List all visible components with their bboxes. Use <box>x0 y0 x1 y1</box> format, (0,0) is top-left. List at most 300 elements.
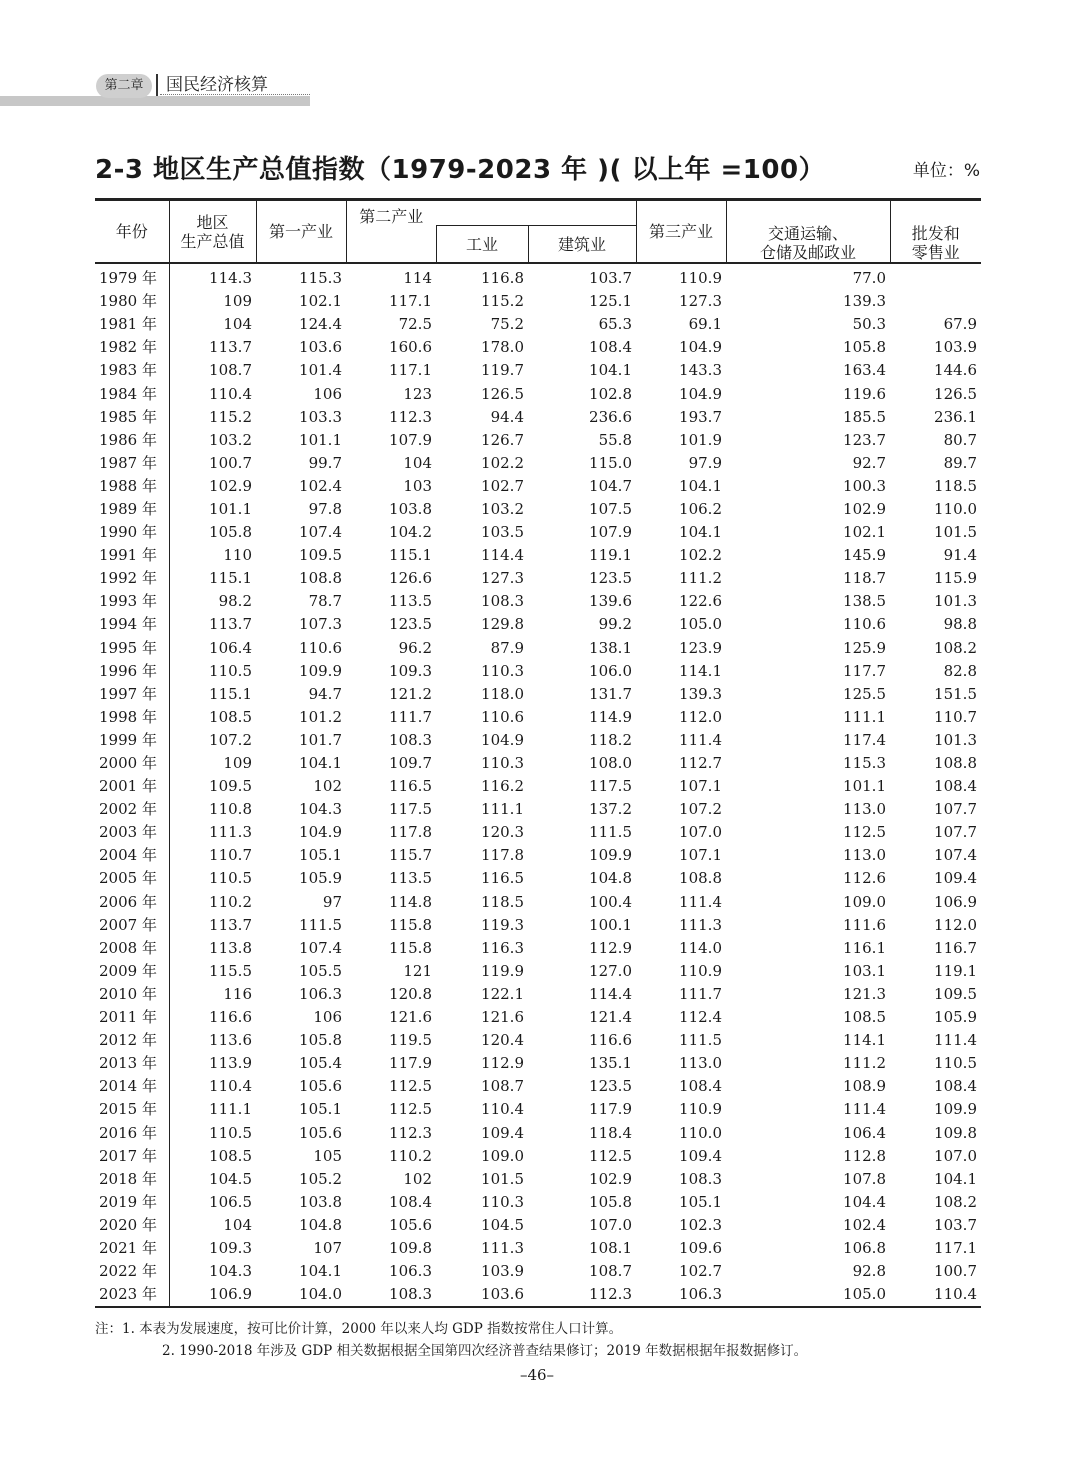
cell-value: 104.7 <box>589 476 632 495</box>
cell-value: 94.4 <box>490 407 524 426</box>
cell-value: 110.4 <box>169 1075 256 1098</box>
col-gdp-line1: 地区 <box>196 212 229 232</box>
cell-value: 113.5 <box>389 869 432 888</box>
cell-value: 112.9 <box>589 938 632 957</box>
cell-value: 115.1 <box>169 683 256 706</box>
cell-value: 104.3 <box>299 800 342 819</box>
cell-value: 112.3 <box>389 407 432 426</box>
cell-value: 106 <box>313 384 342 403</box>
cell-value: 91.4 <box>943 546 977 565</box>
cell-value: 109.5 <box>169 775 256 798</box>
cell-value: 110.8 <box>169 798 256 821</box>
cell-year: 1988 年 <box>99 476 157 495</box>
cell-value: 109.4 <box>679 1146 722 1165</box>
cell-year: 2001 年 <box>99 777 157 796</box>
cell-value: 112.6 <box>843 869 886 888</box>
cell-value: 116.2 <box>481 777 524 796</box>
footnote-2: 2. 1990-2018 年涉及 GDP 相关数据根据全国第四次经济普查结果修订；2019 年数据根据年报数据修订。 <box>162 1343 808 1359</box>
cell-value: 114.0 <box>679 938 722 957</box>
cell-value: 109.9 <box>299 661 342 680</box>
cell-value: 106.0 <box>589 661 632 680</box>
table-row <box>95 1283 981 1307</box>
col-transport-line1: 交通运输、 <box>767 224 848 243</box>
cell-value: 114.9 <box>589 707 632 726</box>
cell-value: 115.3 <box>299 269 342 288</box>
cell-value: 115.3 <box>843 754 886 773</box>
cell-value: 126.7 <box>481 430 524 449</box>
cell-value: 113.7 <box>169 914 256 937</box>
cell-value: 119.3 <box>481 915 524 934</box>
table-row <box>95 1168 981 1191</box>
cell-value: 78.7 <box>308 592 342 611</box>
cell-value: 87.9 <box>490 638 524 657</box>
col-gdp <box>169 200 256 264</box>
cell-value: 112.3 <box>528 1283 636 1307</box>
cell-value: 112.5 <box>389 1100 432 1119</box>
cell-value: 114 <box>403 269 432 288</box>
cell-year: 1981 年 <box>99 315 157 334</box>
cell-value: 119.7 <box>481 361 524 380</box>
cell-value: 131.7 <box>589 684 632 703</box>
cell-value: 138.5 <box>843 592 886 611</box>
cell-value: 109.5 <box>934 984 977 1003</box>
table-row <box>95 613 981 636</box>
col-construction: 建筑业 <box>528 226 636 264</box>
table-row <box>95 798 981 821</box>
cell-value: 123 <box>403 384 432 403</box>
cell-value: 125.5 <box>843 684 886 703</box>
cell-value: 97 <box>322 892 342 911</box>
cell-value: 102.4 <box>843 1215 886 1234</box>
table-row <box>95 475 981 498</box>
cell-value: 101.3 <box>934 730 977 749</box>
cell-value: 101.4 <box>299 361 342 380</box>
cell-year: 2008 年 <box>99 938 157 957</box>
cell-value: 112.0 <box>934 915 977 934</box>
col-transport <box>726 200 890 264</box>
cell-value: 117.1 <box>389 361 432 380</box>
cell-value: 112.3 <box>389 1123 432 1142</box>
cell-value: 104.0 <box>256 1283 346 1307</box>
cell-value: 103.9 <box>481 1262 524 1281</box>
cell-value: 65.3 <box>598 315 632 334</box>
cell-value: 107.0 <box>679 823 722 842</box>
cell-value: 137.2 <box>589 800 632 819</box>
cell-value: 105.2 <box>299 1169 342 1188</box>
cell-value: 110.5 <box>169 660 256 683</box>
cell-value: 127.3 <box>481 569 524 588</box>
cell-value: 108.3 <box>679 1169 722 1188</box>
cell-year: 2021 年 <box>99 1238 157 1257</box>
col-gdp-line2: 生产总值 <box>180 231 245 251</box>
cell-value: 107.0 <box>589 1215 632 1234</box>
cell-value: 109.6 <box>679 1238 722 1257</box>
cell-value: 111.3 <box>169 821 256 844</box>
cell-value: 121 <box>403 961 432 980</box>
cell-value: 111.5 <box>589 823 632 842</box>
cell-value: 193.7 <box>679 407 722 426</box>
cell-value: 109.3 <box>169 1237 256 1260</box>
cell-value: 89.7 <box>943 453 977 472</box>
cell-value: 107.4 <box>934 846 977 865</box>
cell-value: 106.4 <box>169 637 256 660</box>
cell-value: 112.7 <box>679 754 722 773</box>
table-row <box>95 637 981 660</box>
cell-value: 109.8 <box>934 1123 977 1142</box>
cell-value: 104 <box>169 313 256 336</box>
cell-year: 1983 年 <box>99 361 157 380</box>
chapter-title: 国民经济核算 <box>166 75 268 95</box>
col-year: 年份 <box>115 222 148 241</box>
cell-value: 139.3 <box>679 684 722 703</box>
cell-value: 109.0 <box>481 1146 524 1165</box>
cell-year: 2023 年 <box>95 1283 169 1307</box>
table-row <box>95 567 981 590</box>
cell-value: 106 <box>313 1008 342 1027</box>
cell-value: 97.9 <box>688 453 722 472</box>
cell-value: 117.1 <box>389 292 432 311</box>
cell-value: 105.6 <box>299 1123 342 1142</box>
cell-value: 96.2 <box>398 638 432 657</box>
cell-value: 102 <box>313 777 342 796</box>
cell-value: 127.0 <box>589 961 632 980</box>
cell-value: 119.1 <box>589 546 632 565</box>
cell-value: 112.8 <box>843 1146 886 1165</box>
cell-value: 109 <box>169 290 256 313</box>
cell-value: 115.2 <box>481 292 524 311</box>
table-row <box>95 544 981 567</box>
cell-value: 112.5 <box>389 1077 432 1096</box>
cell-year: 2000 年 <box>99 754 157 773</box>
cell-value: 108.5 <box>169 1145 256 1168</box>
cell-value: 109.0 <box>843 892 886 911</box>
cell-value: 104.1 <box>679 476 722 495</box>
table-row <box>95 1237 981 1260</box>
table-title: 2-3 地区生产总值指数（1979-2023 年 )( 以上年 =100） <box>95 155 826 185</box>
cell-value: 104.8 <box>299 1215 342 1234</box>
cell-value: 119.5 <box>389 1031 432 1050</box>
cell-value: 108.4 <box>934 1077 977 1096</box>
cell-value: 138.1 <box>589 638 632 657</box>
cell-value: 103.6 <box>436 1283 528 1307</box>
cell-value: 114.4 <box>589 984 632 1003</box>
cell-value: 92.8 <box>852 1262 886 1281</box>
cell-value: 114.8 <box>389 892 432 911</box>
cell-value: 109.4 <box>934 869 977 888</box>
cell-value: 104.1 <box>934 1169 977 1188</box>
col-secondary: 第二产业 <box>346 200 436 226</box>
cell-value: 109.7 <box>389 754 432 773</box>
cell-value: 112.5 <box>589 1146 632 1165</box>
cell-value: 123.5 <box>389 615 432 634</box>
cell-value: 116.1 <box>843 938 886 957</box>
table-row <box>95 1260 981 1283</box>
cell-value: 105.8 <box>299 1031 342 1050</box>
col-primary: 第一产业 <box>256 200 346 264</box>
cell-value: 123.5 <box>589 569 632 588</box>
cell-value: 111.5 <box>679 1031 722 1050</box>
cell-value: 110.6 <box>299 638 342 657</box>
cell-value: 107.7 <box>934 800 977 819</box>
cell-value: 77.0 <box>852 269 886 288</box>
cell-value: 105.8 <box>843 338 886 357</box>
cell-year: 2005 年 <box>99 869 157 888</box>
cell-value: 108.8 <box>299 569 342 588</box>
cell-value: 111.7 <box>389 707 432 726</box>
table-row <box>95 290 981 313</box>
cell-value: 121.6 <box>389 1008 432 1027</box>
cell-value: 178.0 <box>481 338 524 357</box>
cell-value: 104 <box>169 1214 256 1237</box>
cell-value: 101.5 <box>481 1169 524 1188</box>
cell-value: 105.9 <box>934 1008 977 1027</box>
cell-year: 2015 年 <box>99 1100 157 1119</box>
cell-year: 2002 年 <box>99 800 157 819</box>
cell-year: 2014 年 <box>99 1077 157 1096</box>
table-row <box>95 336 981 359</box>
cell-value: 108.4 <box>934 777 977 796</box>
cell-value: 107.7 <box>934 823 977 842</box>
cell-value: 117.9 <box>589 1100 632 1119</box>
cell-value: 112.5 <box>843 823 886 842</box>
cell-year: 2013 年 <box>99 1054 157 1073</box>
cell-value: 115.1 <box>389 546 432 565</box>
cell-value: 118.5 <box>481 892 524 911</box>
footnote-1: 注：1. 本表为发展速度，按可比价计算，2000 年以来人均 GDP 指数按常住人口计算。 <box>95 1321 623 1337</box>
cell-value: 127.3 <box>679 292 722 311</box>
cell-value: 107.1 <box>679 846 722 865</box>
cell-value: 97.8 <box>308 499 342 518</box>
chapter-header <box>0 72 310 104</box>
cell-value: 110.2 <box>169 891 256 914</box>
cell-value: 102.2 <box>679 546 722 565</box>
cell-value: 118.2 <box>589 730 632 749</box>
cell-value: 103.7 <box>934 1215 977 1234</box>
cell-value: 104 <box>403 453 432 472</box>
cell-value: 125.9 <box>843 638 886 657</box>
cell-value: 108.7 <box>589 1262 632 1281</box>
cell-value: 117.8 <box>389 823 432 842</box>
cell-value: 113.0 <box>843 846 886 865</box>
cell-value: 111.3 <box>481 1238 524 1257</box>
cell-year: 2020 年 <box>99 1215 157 1234</box>
cell-year: 1991 年 <box>99 546 157 565</box>
cell-value: 124.4 <box>299 315 342 334</box>
cell-value: 107.4 <box>299 523 342 542</box>
cell-value: 109.5 <box>299 546 342 565</box>
cell-value: 107.5 <box>589 499 632 518</box>
cell-year: 1997 年 <box>99 684 157 703</box>
cell-year: 1984 年 <box>99 384 157 403</box>
cell-value: 106.3 <box>389 1262 432 1281</box>
cell-value: 111.1 <box>169 1098 256 1121</box>
cell-value: 117.4 <box>843 730 886 749</box>
cell-year: 2022 年 <box>99 1262 157 1281</box>
cell-value: 108.2 <box>934 1192 977 1211</box>
cell-value: 107.3 <box>299 615 342 634</box>
cell-value: 101.7 <box>299 730 342 749</box>
cell-value: 104.4 <box>843 1192 886 1211</box>
col-secondary-blank <box>346 226 436 264</box>
cell-value: 103.8 <box>299 1192 342 1211</box>
cell-value: 236.6 <box>589 407 632 426</box>
cell-value: 120.8 <box>389 984 432 1003</box>
cell-value: 107 <box>313 1238 342 1257</box>
table-row <box>95 844 981 867</box>
cell-value: 123.5 <box>589 1077 632 1096</box>
cell-value: 98.2 <box>169 590 256 613</box>
cell-value: 110.3 <box>481 754 524 773</box>
cell-year: 2010 年 <box>99 984 157 1003</box>
cell-value: 109.8 <box>389 1238 432 1257</box>
cell-year: 2003 年 <box>99 823 157 842</box>
cell-value: 111.4 <box>934 1031 977 1050</box>
cell-value <box>890 263 981 290</box>
cell-value: 75.2 <box>490 315 524 334</box>
cell-value: 104.9 <box>481 730 524 749</box>
cell-value <box>890 290 981 313</box>
cell-value: 125.1 <box>589 292 632 311</box>
cell-value: 110.5 <box>934 1054 977 1073</box>
table-row <box>95 891 981 914</box>
table-row <box>95 1006 981 1029</box>
cell-value: 102.9 <box>169 475 256 498</box>
cell-value: 115.7 <box>389 846 432 865</box>
cell-value: 110 <box>169 544 256 567</box>
cell-value: 123.7 <box>843 430 886 449</box>
col-industry: 工业 <box>436 226 528 264</box>
cell-value: 105.8 <box>589 1192 632 1211</box>
cell-value: 112.9 <box>481 1054 524 1073</box>
cell-year: 2012 年 <box>99 1031 157 1050</box>
cell-value: 110.7 <box>934 707 977 726</box>
page-number: –46– <box>519 1366 555 1384</box>
cell-value: 104.5 <box>169 1168 256 1191</box>
cell-value: 185.5 <box>843 407 886 426</box>
cell-year: 1996 年 <box>99 661 157 680</box>
cell-value: 99.7 <box>308 453 342 472</box>
cell-value: 106.3 <box>299 984 342 1003</box>
cell-value: 116.5 <box>481 869 524 888</box>
cell-value: 109.9 <box>589 846 632 865</box>
cell-value: 114.1 <box>679 661 722 680</box>
cell-value: 104.3 <box>169 1260 256 1283</box>
cell-value: 117.5 <box>589 777 632 796</box>
table-row <box>95 914 981 937</box>
chapter-separator <box>156 74 158 96</box>
cell-value: 103 <box>403 476 432 495</box>
cell-value: 115.8 <box>389 938 432 957</box>
cell-value: 104.9 <box>679 384 722 403</box>
cell-value: 110.9 <box>679 1100 722 1119</box>
cell-year: 1998 年 <box>99 707 157 726</box>
table-row <box>95 867 981 890</box>
cell-year: 2017 年 <box>99 1146 157 1165</box>
cell-value: 106.3 <box>636 1283 726 1307</box>
cell-value: 105.6 <box>299 1077 342 1096</box>
cell-value: 112.0 <box>679 707 722 726</box>
cell-value: 129.8 <box>481 615 524 634</box>
col-secondary-span <box>436 200 636 226</box>
cell-value: 105.4 <box>299 1054 342 1073</box>
cell-value: 114.1 <box>843 1031 886 1050</box>
cell-value: 111.5 <box>299 915 342 934</box>
cell-value: 82.8 <box>943 661 977 680</box>
cell-value: 116.6 <box>169 1006 256 1029</box>
table-row <box>95 1098 981 1121</box>
cell-value: 160.6 <box>389 338 432 357</box>
table-row <box>95 1075 981 1098</box>
cell-value: 107.9 <box>389 430 432 449</box>
cell-value: 100.1 <box>589 915 632 934</box>
cell-year: 2019 年 <box>99 1192 157 1211</box>
cell-value: 101.1 <box>843 777 886 796</box>
cell-value: 115.0 <box>589 453 632 472</box>
table-row <box>95 983 981 1006</box>
cell-value: 114.3 <box>169 263 256 290</box>
cell-year: 2016 年 <box>99 1123 157 1142</box>
cell-value: 105.1 <box>299 1100 342 1119</box>
cell-value: 121.3 <box>843 984 886 1003</box>
cell-value: 107.8 <box>843 1169 886 1188</box>
cell-value: 103.3 <box>299 407 342 426</box>
cell-value: 104.5 <box>481 1215 524 1234</box>
cell-value: 107.1 <box>679 777 722 796</box>
footnotes <box>95 1318 995 1362</box>
cell-value: 103.6 <box>299 338 342 357</box>
col-tertiary: 第三产业 <box>636 200 726 264</box>
cell-value: 108.5 <box>843 1008 886 1027</box>
table-row <box>95 752 981 775</box>
cell-value: 163.4 <box>843 361 886 380</box>
table-row <box>95 406 981 429</box>
cell-value: 102.9 <box>589 1169 632 1188</box>
cell-value: 102.9 <box>843 499 886 518</box>
cell-value: 126.5 <box>481 384 524 403</box>
cell-value: 111.1 <box>481 800 524 819</box>
cell-value: 103.2 <box>481 499 524 518</box>
cell-value: 111.4 <box>679 730 722 749</box>
cell-value: 102 <box>403 1169 432 1188</box>
cell-year: 1989 年 <box>99 499 157 518</box>
table-row <box>95 1214 981 1237</box>
cell-value: 102.1 <box>843 523 886 542</box>
cell-value: 69.1 <box>688 315 722 334</box>
cell-value: 115.5 <box>169 960 256 983</box>
cell-value: 116.3 <box>481 938 524 957</box>
cell-value: 110.0 <box>679 1123 722 1142</box>
cell-year: 2006 年 <box>99 892 157 911</box>
cell-value: 119.9 <box>481 961 524 980</box>
cell-value: 67.9 <box>943 315 977 334</box>
cell-year: 1987 年 <box>99 453 157 472</box>
cell-value: 109.3 <box>389 661 432 680</box>
cell-value: 110.5 <box>169 867 256 890</box>
cell-value: 111.2 <box>843 1054 886 1073</box>
cell-value: 108.4 <box>589 338 632 357</box>
cell-value: 104.1 <box>299 754 342 773</box>
table-row <box>95 706 981 729</box>
cell-value: 110.9 <box>679 269 722 288</box>
table-row <box>95 960 981 983</box>
cell-value: 110.9 <box>679 961 722 980</box>
cell-value: 106.8 <box>843 1238 886 1257</box>
cell-value: 110.2 <box>389 1146 432 1165</box>
cell-value: 118.7 <box>843 569 886 588</box>
cell-value: 115.8 <box>389 915 432 934</box>
cell-value: 121.6 <box>481 1008 524 1027</box>
cell-value: 119.1 <box>934 961 977 980</box>
